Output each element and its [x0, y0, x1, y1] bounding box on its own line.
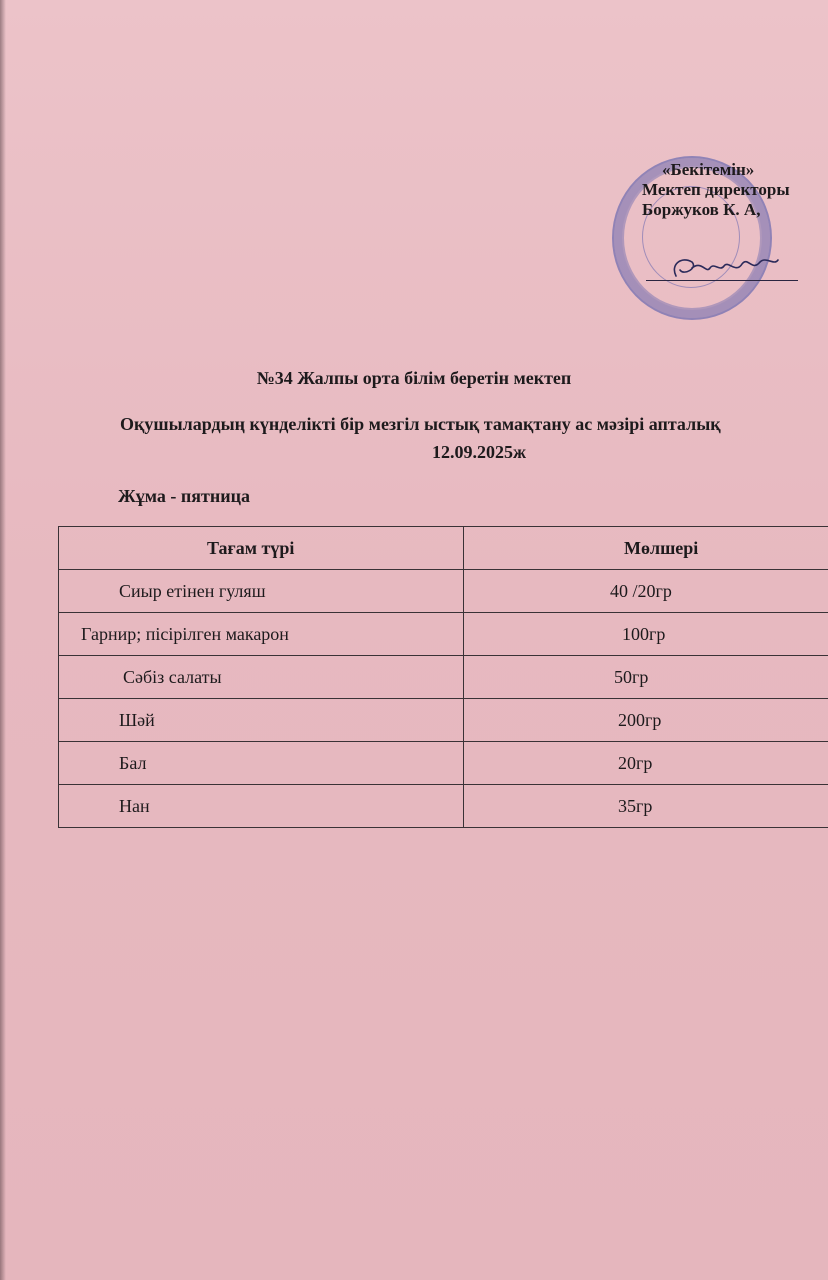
dish-amount: 20гр — [618, 752, 653, 773]
table-row — [59, 570, 828, 613]
dish-amount: 40 /20гр — [610, 580, 672, 601]
signature-line — [646, 280, 798, 281]
dish-name: Нан — [119, 795, 150, 816]
dish-name: Гарнир; пісірілген макарон — [81, 623, 289, 644]
dish-name: Бал — [119, 752, 147, 773]
page-edge-shadow — [0, 0, 6, 1280]
approval-position: Мектеп директоры — [642, 180, 790, 199]
table-row — [59, 699, 828, 742]
column-header-amount: Мөлшері — [464, 527, 828, 570]
table-header-row — [59, 527, 828, 570]
dish-name: Сәбіз салаты — [123, 666, 222, 687]
column-header-dish: Тағам түрі — [59, 527, 464, 570]
dish-amount: 35гр — [618, 795, 653, 816]
dish-name: Сиыр етінен гуляш — [119, 580, 266, 601]
dish-amount: 50гр — [614, 666, 649, 687]
menu-table — [58, 526, 828, 828]
menu-date: 12.09.2025ж — [431, 442, 527, 462]
approval-name: Боржуков К. А, — [642, 200, 761, 219]
table-row — [59, 613, 828, 656]
director-signature — [640, 246, 800, 290]
approval-title: «Бекітемін» — [662, 160, 755, 179]
dish-name: Шәй — [119, 709, 155, 730]
approval-block — [642, 160, 828, 220]
menu-title: Оқушылардың күнделікті бір мезгіл ыстық тамақтану ас мәзірі апталық — [120, 414, 721, 434]
school-name: №34 Жалпы орта білім беретін мектеп — [256, 368, 572, 388]
table-row — [59, 785, 828, 828]
dish-amount: 200гр — [618, 709, 662, 730]
table-row — [59, 656, 828, 699]
day-of-week: Жұма - пятница — [118, 486, 250, 506]
table-row — [59, 742, 828, 785]
dish-amount: 100гр — [622, 623, 666, 644]
